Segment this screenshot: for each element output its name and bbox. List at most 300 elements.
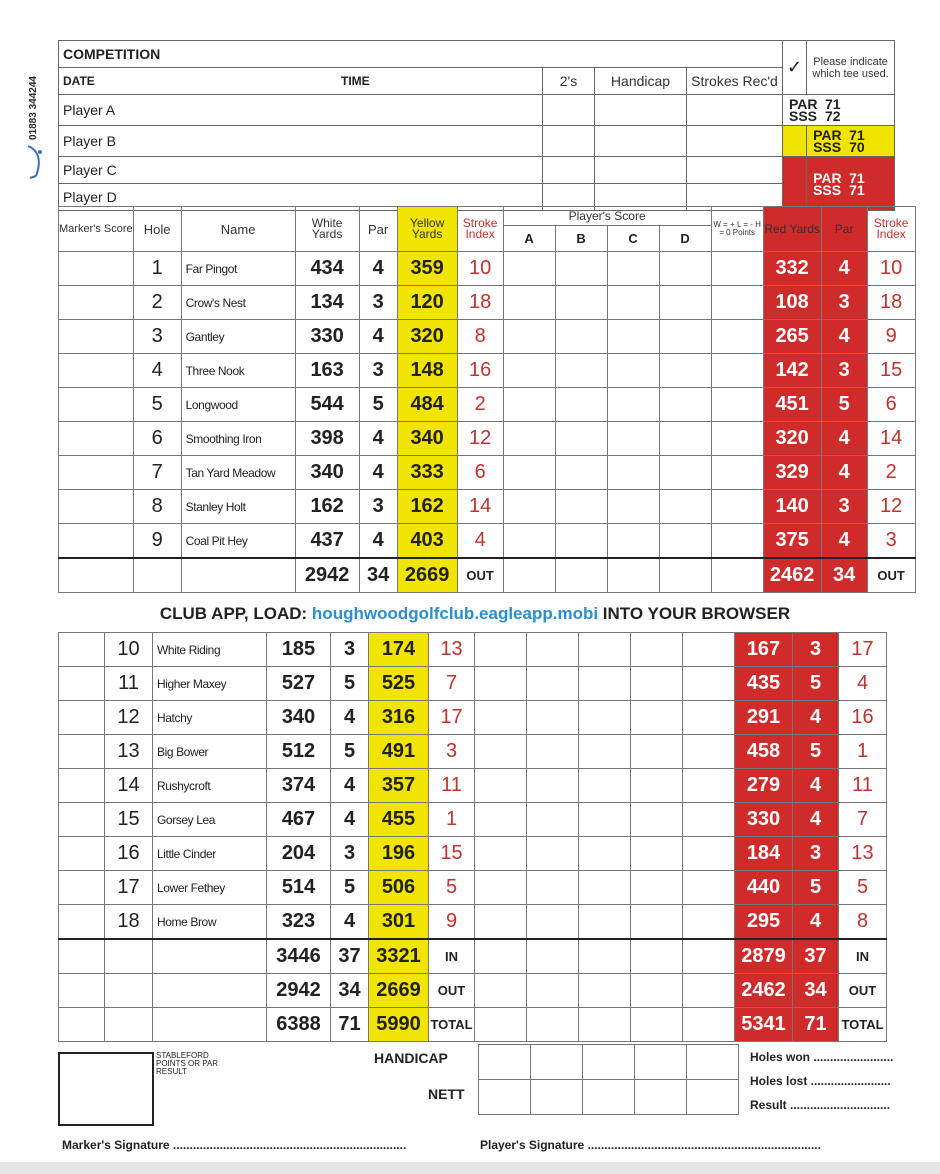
hole-number: 11	[105, 667, 153, 701]
red-par: 3	[821, 354, 867, 388]
points-total[interactable]	[683, 939, 735, 974]
marker-score-cell[interactable]	[59, 633, 105, 667]
stableford-label: STABLEFORD POINTS OR PAR RESULT	[156, 1051, 219, 1076]
white-yards: 162	[295, 490, 359, 524]
white-yards: 134	[295, 286, 359, 320]
player-d-score[interactable]	[631, 905, 683, 940]
hole-number: 7	[133, 456, 181, 490]
nett-d[interactable]	[635, 1080, 687, 1115]
player-a-score[interactable]	[503, 320, 555, 354]
player-a-score[interactable]	[503, 422, 555, 456]
player-a-score[interactable]	[475, 633, 527, 667]
marker-score-cell[interactable]	[59, 320, 134, 354]
player-b-score[interactable]	[527, 837, 579, 871]
hole-number: 14	[105, 769, 153, 803]
player-a-score[interactable]	[503, 524, 555, 559]
app-url-link[interactable]: houghwoodgolfclub.eagleapp.mobi	[311, 604, 599, 623]
tee-sss-value: 72	[825, 108, 841, 124]
marker-score-cell[interactable]	[59, 735, 105, 769]
red-stroke-index: 17	[839, 633, 887, 667]
points-cell[interactable]	[711, 524, 763, 559]
holes-lost-line[interactable]: Holes lost ........................	[750, 1074, 891, 1088]
hole-name: Crow's Nest	[181, 286, 295, 320]
handicap-points[interactable]	[687, 1045, 739, 1080]
hole-par: 3	[331, 837, 369, 871]
total-label: OUT	[429, 974, 475, 1008]
player-c-score[interactable]	[607, 490, 659, 524]
red-tee-box[interactable]	[807, 157, 895, 211]
player-c-strokes[interactable]	[687, 157, 783, 184]
player-d-score[interactable]	[659, 388, 711, 422]
player-d-total[interactable]	[631, 974, 683, 1008]
white-yards: 467	[267, 803, 331, 837]
marker-score-cell[interactable]	[59, 422, 134, 456]
player-b-score[interactable]	[555, 320, 607, 354]
par-total: 37	[331, 939, 369, 974]
player-c-score[interactable]	[579, 803, 631, 837]
hole-name: Hatchy	[153, 701, 267, 735]
white-yards: 398	[295, 422, 359, 456]
nett-a[interactable]	[479, 1080, 531, 1115]
marker-total-cell[interactable]	[59, 974, 105, 1008]
hole-par: 5	[359, 388, 397, 422]
hole-row	[59, 524, 916, 559]
points-cell[interactable]	[711, 286, 763, 320]
player-a-handicap[interactable]	[595, 95, 687, 126]
points-cell[interactable]	[711, 320, 763, 354]
player-c-score[interactable]	[607, 354, 659, 388]
player-a-score[interactable]	[503, 388, 555, 422]
player-a-total[interactable]	[503, 558, 555, 593]
player-c-score[interactable]	[607, 388, 659, 422]
player-b-score[interactable]	[555, 354, 607, 388]
player-c-score[interactable]	[579, 905, 631, 940]
points-cell[interactable]	[711, 456, 763, 490]
hole-number: 15	[105, 803, 153, 837]
hole-number: 10	[105, 633, 153, 667]
hole-number: 17	[105, 871, 153, 905]
player-d-score[interactable]	[631, 837, 683, 871]
player-d-score[interactable]	[631, 633, 683, 667]
red-stroke-index: 5	[839, 871, 887, 905]
marker-score-cell[interactable]	[59, 701, 105, 735]
tee-par-value: 71	[825, 96, 841, 112]
marker-score-cell[interactable]	[59, 667, 105, 701]
red-stroke-index: 7	[839, 803, 887, 837]
player-a-score[interactable]	[503, 456, 555, 490]
points-cell[interactable]	[683, 837, 735, 871]
app-banner-suffix: INTO YOUR BROWSER	[598, 604, 791, 623]
player-a-strokes[interactable]	[687, 95, 783, 126]
player-b-total[interactable]	[555, 558, 607, 593]
player-c-score[interactable]	[579, 701, 631, 735]
hole-row	[59, 354, 916, 388]
player-d-score[interactable]	[659, 354, 711, 388]
points-cell[interactable]	[711, 252, 763, 286]
points-cell[interactable]	[683, 871, 735, 905]
player-c-score[interactable]	[607, 320, 659, 354]
red-tee-marker[interactable]	[783, 157, 807, 211]
points-cell[interactable]	[683, 803, 735, 837]
player-c-total[interactable]	[579, 939, 631, 974]
player-c-score[interactable]	[607, 286, 659, 320]
white-yards: 323	[267, 905, 331, 940]
yellow-yards: 340	[397, 422, 457, 456]
hole-name: Lower Fethey	[153, 871, 267, 905]
tee-note: Please indicate which tee used.	[807, 41, 895, 95]
player-a-total[interactable]	[475, 939, 527, 974]
player-a-total[interactable]	[475, 974, 527, 1008]
tick-icon: ✓	[783, 41, 807, 95]
player-b-total[interactable]	[527, 974, 579, 1008]
red-par: 4	[821, 422, 867, 456]
stroke-index: 4	[457, 524, 503, 559]
hole-par: 3	[331, 633, 369, 667]
par-total: 34	[331, 974, 369, 1008]
marker-score-cell[interactable]	[59, 803, 105, 837]
player-b-score[interactable]	[527, 701, 579, 735]
player-a-score[interactable]	[475, 871, 527, 905]
player-a-total[interactable]	[475, 1008, 527, 1042]
points-cell[interactable]	[711, 490, 763, 524]
player-d-score[interactable]	[659, 286, 711, 320]
tee-sss-label: SSS	[813, 139, 842, 155]
player-b-total[interactable]	[527, 939, 579, 974]
yellow-yards-header: Yellow Yards	[397, 207, 457, 252]
yellow-yards: 403	[397, 524, 457, 559]
yellow-yards: 174	[369, 633, 429, 667]
player-c-name[interactable]: Player C	[59, 157, 543, 184]
yellow-yards: 320	[397, 320, 457, 354]
player-c-score[interactable]	[579, 667, 631, 701]
blank-cell	[105, 1008, 153, 1042]
red-stroke-index: 2	[867, 456, 915, 490]
white-tee-box[interactable]	[783, 95, 895, 126]
player-c-score[interactable]	[579, 769, 631, 803]
red-par: 4	[793, 769, 839, 803]
yellow-yards: 357	[369, 769, 429, 803]
hole-par: 4	[359, 320, 397, 354]
player-c-score[interactable]	[607, 422, 659, 456]
hole-number: 3	[133, 320, 181, 354]
red-yards: 291	[735, 701, 793, 735]
red-yards: 330	[735, 803, 793, 837]
player-d-score[interactable]	[659, 252, 711, 286]
hole-name: Smoothing Iron	[181, 422, 295, 456]
marker-total-cell[interactable]	[59, 1008, 105, 1042]
marker-score-cell[interactable]	[59, 354, 134, 388]
points-cell[interactable]	[683, 701, 735, 735]
blank-cell	[153, 939, 267, 974]
player-b-score[interactable]	[555, 422, 607, 456]
hole-row	[59, 422, 916, 456]
stroke-index-header: Stroke Index	[457, 207, 503, 252]
stroke-index: 14	[457, 490, 503, 524]
hole-name: Rushycroft	[153, 769, 267, 803]
hole-par: 4	[331, 803, 369, 837]
hole-par: 4	[359, 422, 397, 456]
hole-row	[59, 769, 887, 803]
hole-name: Home Brow	[153, 905, 267, 940]
player-a-score[interactable]	[475, 667, 527, 701]
player-d-name[interactable]: Player D	[59, 184, 543, 211]
hole-number: 1	[133, 252, 181, 286]
player-d-score[interactable]	[631, 769, 683, 803]
red-par: 4	[821, 524, 867, 559]
points-cell[interactable]	[683, 633, 735, 667]
handicap-c[interactable]	[583, 1045, 635, 1080]
out-total-row	[59, 558, 916, 593]
player-b-score[interactable]	[555, 252, 607, 286]
nett-points[interactable]	[687, 1080, 739, 1115]
red-yards: 435	[735, 667, 793, 701]
hole-name: Stanley Holt	[181, 490, 295, 524]
hole-number: 18	[105, 905, 153, 940]
player-c-total[interactable]	[579, 974, 631, 1008]
yellow-tee-marker[interactable]	[783, 126, 807, 157]
hole-par: 5	[331, 667, 369, 701]
stroke-index: 5	[429, 871, 475, 905]
player-b-score[interactable]	[527, 633, 579, 667]
player-d-total[interactable]	[631, 939, 683, 974]
player-a-score[interactable]	[503, 490, 555, 524]
hole-par: 4	[331, 701, 369, 735]
player-b-total[interactable]	[527, 1008, 579, 1042]
club-app-banner	[58, 604, 892, 624]
marker-score-cell[interactable]	[59, 905, 105, 940]
marker-score-cell[interactable]	[59, 286, 134, 320]
handicap-label: HANDICAP	[374, 1050, 448, 1066]
player-a-twos[interactable]	[543, 95, 595, 126]
stroke-index: 12	[457, 422, 503, 456]
hole-row	[59, 735, 887, 769]
player-a-score[interactable]	[475, 769, 527, 803]
nett-c[interactable]	[583, 1080, 635, 1115]
points-cell[interactable]	[711, 422, 763, 456]
player-c-score[interactable]	[579, 633, 631, 667]
player-d-score[interactable]	[631, 667, 683, 701]
player-b-handicap[interactable]	[595, 126, 687, 157]
red-total: 2462	[735, 974, 793, 1008]
hole-par: 4	[331, 905, 369, 940]
name-header: Name	[181, 207, 295, 252]
marker-score-cell[interactable]	[59, 456, 134, 490]
player-b-score[interactable]	[527, 871, 579, 905]
date-time-cell	[59, 68, 543, 95]
player-a-score[interactable]	[475, 701, 527, 735]
marker-total-cell[interactable]	[59, 558, 134, 593]
player-c-twos[interactable]	[543, 157, 595, 184]
tee-par-value: 71	[849, 127, 865, 143]
points-cell[interactable]	[711, 388, 763, 422]
hole-name: Gantley	[181, 320, 295, 354]
player-c-score[interactable]	[607, 524, 659, 559]
player-b-score[interactable]	[555, 490, 607, 524]
player-d-score[interactable]	[659, 422, 711, 456]
red-yards-header: Red Yards	[763, 207, 821, 252]
time-label: TIME	[341, 74, 370, 88]
red-stroke-index: 8	[839, 905, 887, 940]
club-logo-icon	[24, 142, 48, 182]
player-d-score[interactable]	[631, 803, 683, 837]
player-b-col-header: B	[555, 226, 607, 252]
player-b-score[interactable]	[555, 286, 607, 320]
yellow-yards: 333	[397, 456, 457, 490]
points-total[interactable]	[711, 558, 763, 593]
player-b-score[interactable]	[527, 769, 579, 803]
stroke-index: 2	[457, 388, 503, 422]
player-a-score[interactable]	[503, 252, 555, 286]
player-a-score[interactable]	[503, 354, 555, 388]
red-yards: 375	[763, 524, 821, 559]
player-b-name[interactable]: Player B	[59, 126, 543, 157]
red-par: 5	[793, 871, 839, 905]
hole-row	[59, 803, 887, 837]
marker-score-cell[interactable]	[59, 837, 105, 871]
player-c-score[interactable]	[607, 456, 659, 490]
player-a-score[interactable]	[475, 837, 527, 871]
player-c-score[interactable]	[579, 735, 631, 769]
player-d-score[interactable]	[631, 735, 683, 769]
hole-row	[59, 490, 916, 524]
player-d-score[interactable]	[659, 456, 711, 490]
stroke-index: 8	[457, 320, 503, 354]
player-d-score[interactable]	[631, 871, 683, 905]
marker-score-cell[interactable]	[59, 252, 134, 286]
hole-name: Longwood	[181, 388, 295, 422]
yellow-yards: 196	[369, 837, 429, 871]
player-d-score[interactable]	[659, 320, 711, 354]
player-c-total[interactable]	[579, 1008, 631, 1042]
player-a-score[interactable]	[503, 286, 555, 320]
hole-name: Big Bower	[153, 735, 267, 769]
marker-score-cell[interactable]	[59, 524, 134, 559]
yellow-yards: 484	[397, 388, 457, 422]
result-line[interactable]: Result ..............................	[750, 1098, 891, 1112]
hole-number: 8	[133, 490, 181, 524]
points-total[interactable]	[683, 974, 735, 1008]
marker-score-cell[interactable]	[59, 490, 134, 524]
player-b-score[interactable]	[527, 667, 579, 701]
hole-name: Far Pingot	[181, 252, 295, 286]
red-stroke-index: 13	[839, 837, 887, 871]
red-total: 5341	[735, 1008, 793, 1042]
red-par: 5	[793, 735, 839, 769]
yellow-yards: 120	[397, 286, 457, 320]
holes-won-line[interactable]: Holes won ........................	[750, 1050, 894, 1064]
player-d-total[interactable]	[631, 1008, 683, 1042]
tee-sss-label: SSS	[813, 181, 842, 198]
handicap-a[interactable]	[479, 1045, 531, 1080]
player-b-score[interactable]	[555, 456, 607, 490]
hole-row	[59, 252, 916, 286]
player-c-score[interactable]	[579, 837, 631, 871]
red-yards: 108	[763, 286, 821, 320]
hole-par: 5	[331, 871, 369, 905]
hole-par: 3	[359, 490, 397, 524]
player-signature-line[interactable]: Player's Signature ......................................................................	[480, 1138, 821, 1152]
stableford-box[interactable]	[58, 1052, 154, 1126]
stroke-index: 18	[457, 286, 503, 320]
total-label: TOTAL	[429, 1008, 475, 1042]
marker-score-cell[interactable]	[59, 871, 105, 905]
player-b-score[interactable]	[555, 524, 607, 559]
player-b-score[interactable]	[555, 388, 607, 422]
nett-b[interactable]	[531, 1080, 583, 1115]
red-stroke-index: 14	[867, 422, 915, 456]
hole-name: Three Nook	[181, 354, 295, 388]
handicap-b[interactable]	[531, 1045, 583, 1080]
yellow-yards: 148	[397, 354, 457, 388]
player-c-col-header: C	[607, 226, 659, 252]
total-label: OUT	[457, 558, 503, 593]
player-a-score[interactable]	[475, 905, 527, 940]
stroke-index: 16	[457, 354, 503, 388]
yellow-tee-box[interactable]	[807, 126, 895, 157]
points-cell[interactable]	[683, 905, 735, 940]
red-par: 4	[821, 456, 867, 490]
white-yards: 374	[267, 769, 331, 803]
red-par: 3	[821, 490, 867, 524]
yellow-yards: 316	[369, 701, 429, 735]
points-total[interactable]	[683, 1008, 735, 1042]
white-yards: 512	[267, 735, 331, 769]
red-stroke-index: 1	[839, 735, 887, 769]
player-d-score[interactable]	[659, 490, 711, 524]
player-c-total[interactable]	[607, 558, 659, 593]
red-par: 3	[793, 633, 839, 667]
player-c-score[interactable]	[607, 252, 659, 286]
handicap-d[interactable]	[635, 1045, 687, 1080]
player-d-score[interactable]	[631, 701, 683, 735]
red-par: 3	[793, 837, 839, 871]
player-c-score[interactable]	[579, 871, 631, 905]
marker-score-cell[interactable]	[59, 769, 105, 803]
player-a-score[interactable]	[475, 803, 527, 837]
hole-par: 4	[359, 456, 397, 490]
yellow-yards: 525	[369, 667, 429, 701]
player-a-name[interactable]: Player A	[59, 95, 543, 126]
blank-cell	[181, 558, 295, 593]
player-b-twos[interactable]	[543, 126, 595, 157]
yellow-yards: 491	[369, 735, 429, 769]
blank-cell	[133, 558, 181, 593]
player-b-score[interactable]	[527, 735, 579, 769]
marker-signature-line[interactable]: Marker's Signature ......................................................................	[62, 1138, 407, 1152]
player-c-handicap[interactable]	[595, 157, 687, 184]
red-stroke-index-header: Stroke Index	[867, 207, 915, 252]
red-total-label: IN	[839, 939, 887, 974]
hole-par: 3	[359, 286, 397, 320]
points-cell[interactable]	[683, 667, 735, 701]
stroke-index: 7	[429, 667, 475, 701]
player-d-score[interactable]	[659, 524, 711, 559]
player-b-score[interactable]	[527, 803, 579, 837]
player-d-total[interactable]	[659, 558, 711, 593]
marker-total-cell[interactable]	[59, 939, 105, 974]
tee-par-label: PAR	[813, 127, 842, 143]
player-a-score[interactable]	[475, 735, 527, 769]
player-b-strokes[interactable]	[687, 126, 783, 157]
marker-score-cell[interactable]	[59, 388, 134, 422]
player-b-score[interactable]	[527, 905, 579, 940]
yellow-total: 2669	[369, 974, 429, 1008]
white-yards: 185	[267, 633, 331, 667]
points-cell[interactable]	[683, 735, 735, 769]
points-cell[interactable]	[711, 354, 763, 388]
points-cell[interactable]	[683, 769, 735, 803]
red-total: 2879	[735, 939, 793, 974]
